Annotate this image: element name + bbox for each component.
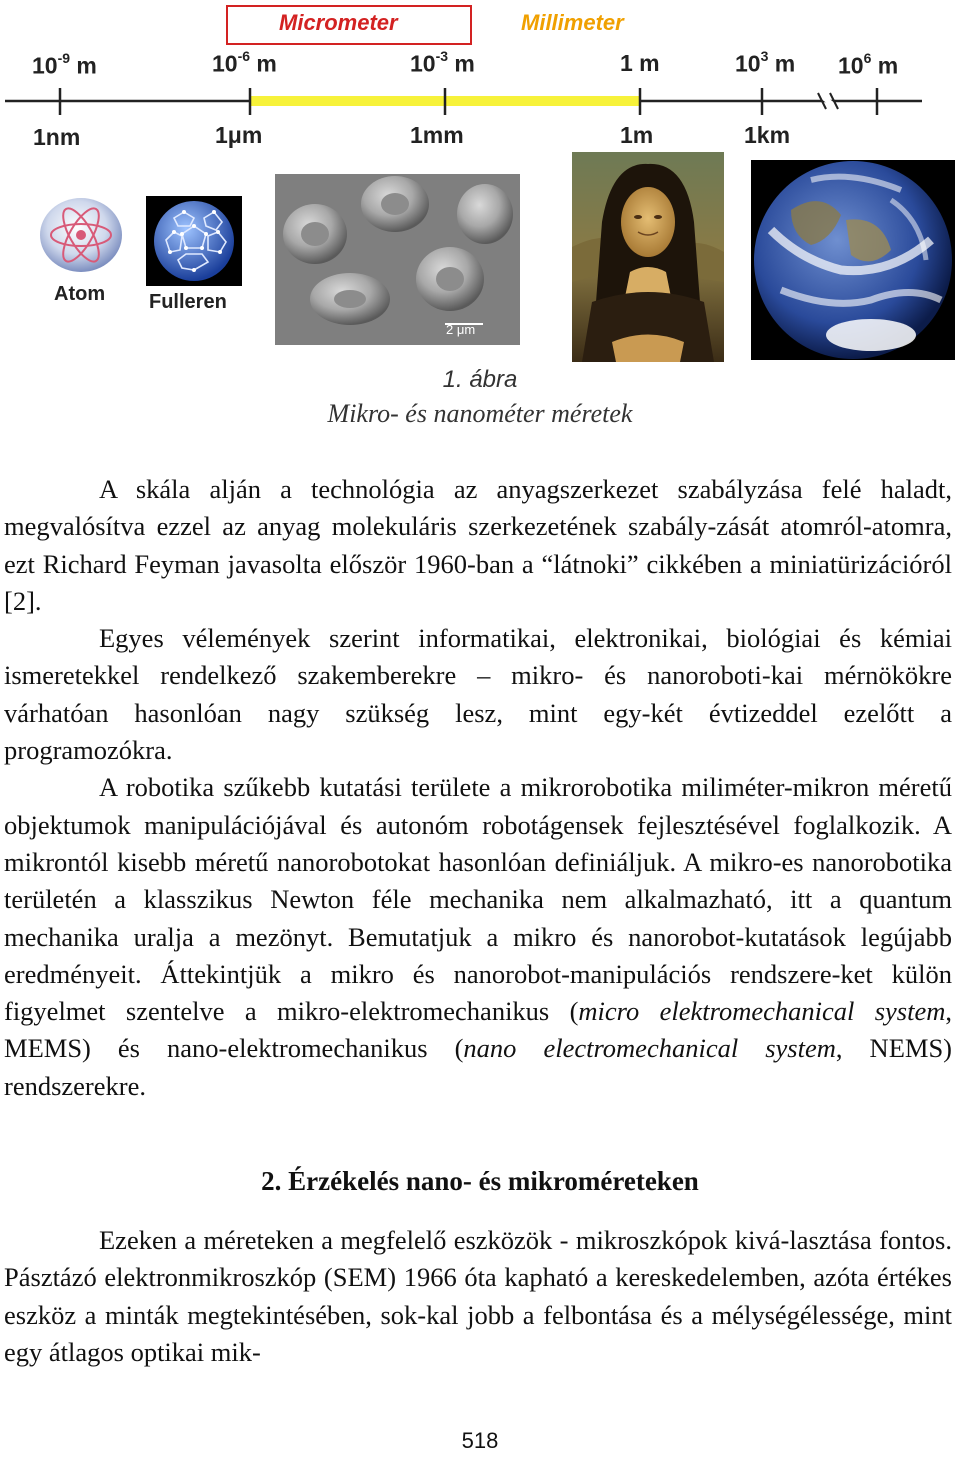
tick-label-top: 1 m xyxy=(620,50,660,76)
sem-scale-label: 2 μm xyxy=(446,322,476,337)
tick-label-bottom: 1mm xyxy=(410,122,464,148)
tick-label-bottom: 1km xyxy=(744,122,791,148)
micrometer-label: Micrometer xyxy=(279,10,398,35)
tick-label-top: $10^3$ m xyxy=(735,48,796,77)
section-heading: 2. Érzékelés nano- és mikroméreteken xyxy=(261,1166,699,1196)
size-scale-figure xyxy=(0,0,960,170)
tick-label-bottom: 1nm xyxy=(33,124,81,150)
tick-label-bottom: 1μm xyxy=(215,122,263,148)
earth-image xyxy=(751,160,955,360)
mona-lisa-image xyxy=(572,152,724,362)
fullerene-caption: Fulleren xyxy=(149,291,227,313)
paragraph: Egyes vélemények szerint informatikai, elektronikai, biológiai és kémiai ismeretekkel rendelkező szakemberekre – mikro- és nanoroboti-kai mérnökökre várhatóan hasonlóan nagy szükség lesz, mint egy-két évtizeddel ezelőtt a programozókra. xyxy=(4,623,952,766)
tick-label-top: $10^6$ m xyxy=(838,50,899,79)
red-blood-cell-sem-image xyxy=(275,174,520,345)
body-text-top xyxy=(4,471,952,1105)
figure-title: Mikro- és nanométer méretek xyxy=(327,399,633,428)
figure-number: 1. ábra xyxy=(442,366,518,393)
atom-image xyxy=(38,196,124,274)
tick-label-top: $10^{-3}$ m xyxy=(410,48,475,77)
fullerene-image xyxy=(146,196,242,286)
paragraph: A robotika szűkebb kutatási területe a mikrorobotika miliméter-mikron méretű objektumok manipulációjával és autonóm robotágensek fejlesztésével foglalkozik. A mikrontól kisebb méretű nanorobotokat hasonlóan definiáljuk. A mikro-es nanorobotika területén a klasszikus Newton féle mechanika nem alkalmazható, itt a quantum mechanika uralja a mezönyt. Bemutatjuk a mikro és nanorobot-kutatások legújabb eredményeit. Áttekintjük a mikro és nanorobot-manipulációs rendszere-ket külön figyelmet szentelve a mikro-elektromechanikus (micro elektromechanical system, MEMS) és nano-elektromechanikus (nano electromechanical system, NEMS) rendszerekre. xyxy=(4,772,953,1101)
paragraph: Ezeken a méreteken a megfelelő eszközök - mikroszkópok kivá-lasztása fontos. Pásztázó elektronmikroszkóp (SEM) 1966 óta kapható a kereskedelemben, azóta értékes eszköz a minták megtekintésében, sok-kal jobb a felbontása és a mélységélessége, mint egy átlagos optikai mik- xyxy=(4,1225,952,1367)
body-text-bottom xyxy=(4,1222,952,1371)
tick-label-top: $10^{-9}$ m xyxy=(32,50,97,79)
tick-label-top: $10^{-6}$ m xyxy=(212,48,277,77)
atom-caption: Atom xyxy=(54,283,106,305)
tick-label-bottom: 1m xyxy=(620,122,654,148)
millimeter-label: Millimeter xyxy=(521,10,624,35)
page-number: 518 xyxy=(461,1428,499,1453)
paragraph: A skála alján a technológia az anyagszerkezet szabályzása felé haladt, megvalósítva ezzel az anyag molekuláris szerkezetének szabály-zását atomról-atomra, ezt Richard Feyman javasolta először 1960-ban a “látnoki” cikkében a miniatürizációról [2]. xyxy=(4,474,952,616)
scale-axis xyxy=(0,0,960,130)
